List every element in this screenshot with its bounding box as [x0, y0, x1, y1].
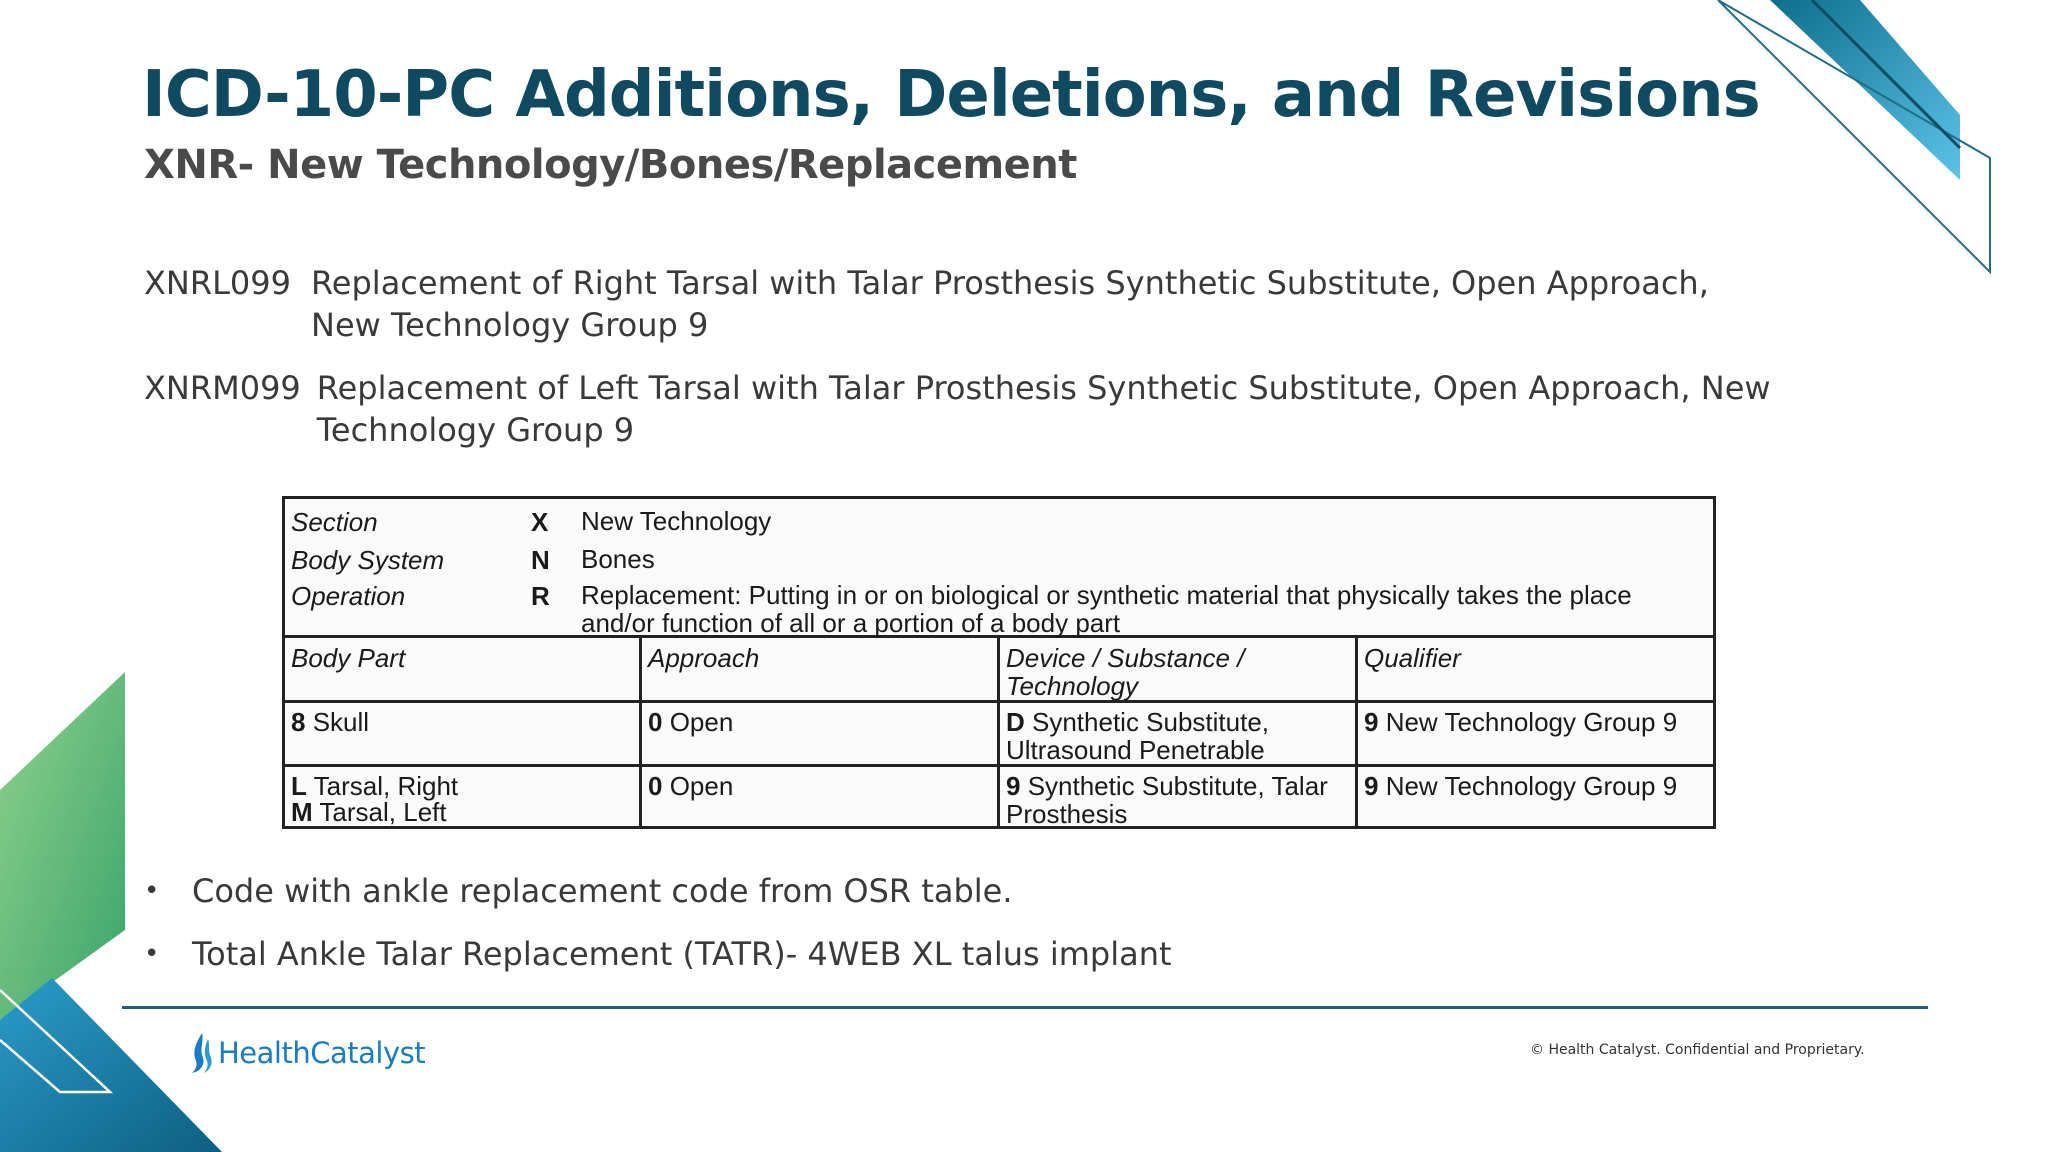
bullet-text: Code with ankle replacement code from OSR table. — [192, 872, 1013, 910]
copyright-notice: © Health Catalyst. Confidential and Proprietary. — [1530, 1042, 1865, 1058]
bullet-list — [144, 870, 1744, 996]
cell-char: M — [291, 797, 313, 827]
cell-char: 9 — [1364, 771, 1379, 801]
table-cell — [1364, 708, 1704, 736]
pcs-table-grid — [285, 638, 1713, 829]
list-item — [144, 870, 1744, 933]
header-label: Operation — [291, 581, 406, 611]
code-value: XNRL099 — [144, 264, 291, 302]
cell-char: L — [291, 771, 307, 801]
cell-char: 8 — [291, 707, 306, 737]
cell-char: 0 — [648, 707, 663, 737]
logo-text: HealthCatalyst — [218, 1036, 426, 1070]
top-right-blue-band — [1770, 0, 1960, 180]
code-entry — [144, 367, 1784, 451]
cell-text: Open — [662, 707, 734, 737]
cell-text: Synthetic Substitute, Ultrasound Penetrable — [1006, 707, 1270, 765]
code-value: XNRM099 — [144, 369, 301, 407]
column-header: Qualifier — [1364, 643, 1461, 673]
cell-char: 9 — [1364, 707, 1379, 737]
bullet-text: Total Ankle Talar Replacement (TATR)- 4WEB XL talus implant — [192, 935, 1172, 973]
cell-text: Tarsal, Left — [312, 797, 447, 827]
column-approach — [642, 638, 1000, 826]
cell-text: New Technology Group 9 — [1378, 707, 1678, 737]
cell-char: 0 — [648, 771, 663, 801]
table-cell — [1006, 772, 1346, 828]
header-value: Bones — [581, 544, 655, 574]
header-label: Body System — [291, 545, 445, 575]
column-header: Approach — [648, 643, 760, 673]
cell-text: Synthetic Substitute, Talar Prosthesis — [1006, 771, 1328, 829]
header-label: Section — [291, 507, 378, 537]
column-header: Body Part — [291, 643, 406, 673]
health-catalyst-logo — [188, 1030, 425, 1076]
column-qualifier — [1358, 638, 1713, 826]
cell-char: 9 — [1006, 771, 1021, 801]
page-title: ICD-10-PC Additions, Deletions, and Revisions — [142, 58, 1760, 132]
bullet-icon: • — [144, 876, 160, 906]
header-char: X — [531, 507, 549, 537]
table-cell — [1364, 772, 1704, 800]
page-subtitle: XNR- New Technology/Bones/Replacement — [144, 142, 1077, 188]
table-cell — [1006, 708, 1306, 764]
header-char: R — [531, 581, 550, 611]
table-cell — [648, 772, 988, 800]
cell-text: Open — [662, 771, 734, 801]
code-description: Replacement of Left Tarsal with Talar Prosthesis Synthetic Substitute, Open Approach, New Technology Group 9 — [316, 369, 1771, 449]
list-item — [144, 933, 1744, 996]
header-value: Replacement: Putting in or on biological or synthetic material that physically takes the place and/or function of all or a portion of a body part — [581, 580, 1632, 638]
column-body-part — [285, 638, 642, 826]
footer-divider — [122, 1006, 1928, 1009]
column-device — [1000, 638, 1358, 829]
cell-char: D — [1006, 707, 1025, 737]
code-description: Replacement of Right Tarsal with Talar Prosthesis Synthetic Substitute, Open Approach, New Technology Group 9 — [311, 264, 1709, 344]
table-cell — [291, 708, 631, 736]
left-green-band — [0, 672, 125, 1020]
health-catalyst-flame-icon — [188, 1031, 214, 1075]
code-entry — [144, 262, 1784, 346]
header-char: N — [531, 545, 550, 575]
cell-text: Tarsal, Right — [306, 771, 459, 801]
cell-text: Skull — [305, 707, 370, 737]
table-cell — [291, 772, 631, 826]
pcs-table-header — [285, 499, 1713, 638]
bullet-icon: • — [144, 939, 160, 969]
column-header: Device / Substance / Technology — [1006, 643, 1245, 701]
header-value: New Technology — [581, 506, 772, 536]
pcs-code-table — [282, 496, 1716, 829]
cell-text: New Technology Group 9 — [1378, 771, 1678, 801]
table-cell — [648, 708, 988, 736]
